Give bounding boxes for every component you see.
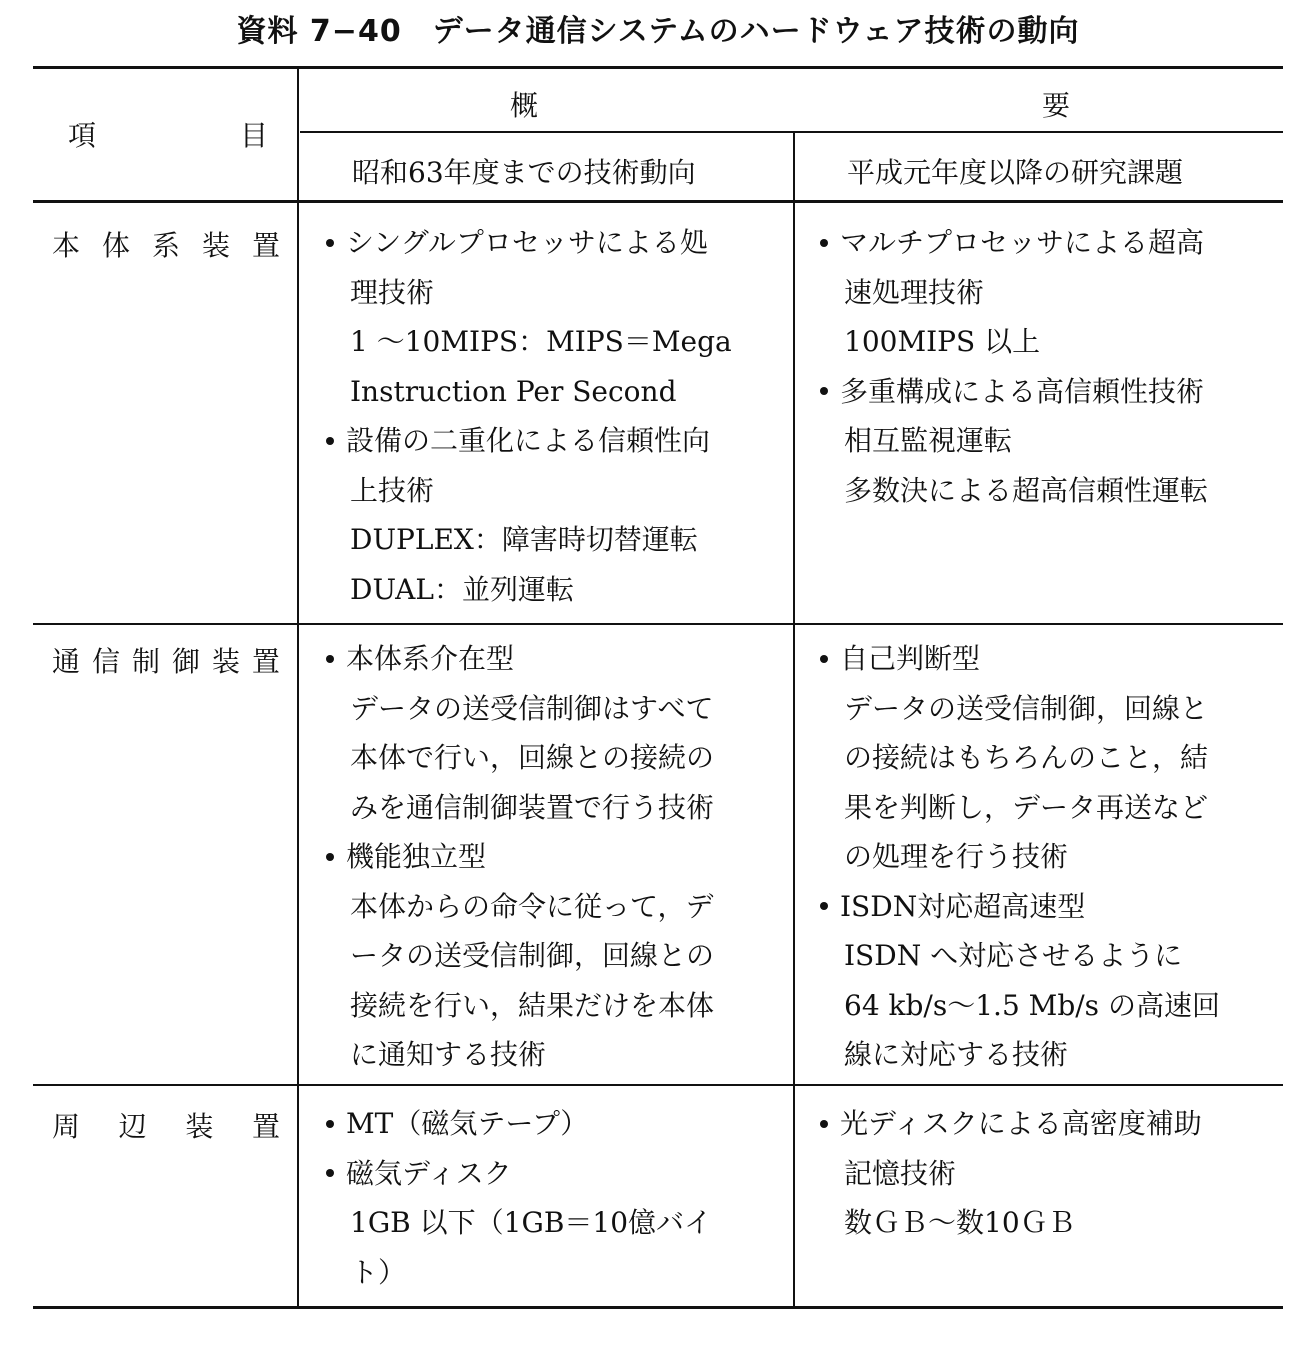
row-label-char: 装 (201, 229, 230, 262)
row-comm-control-right-cell (820, 634, 1220, 1080)
bullet-icon (820, 1120, 828, 1128)
line-text: マルチプロセッサによる超高 (840, 226, 1205, 259)
line-text: 本体系介在型 (346, 642, 515, 675)
row-main-unit-left-cell (326, 218, 732, 614)
text-line (326, 931, 714, 981)
line-text: データの送受信制御，回線と (844, 691, 1209, 725)
text-line (326, 981, 714, 1031)
text-line (326, 1030, 714, 1080)
column-divider-middle (793, 131, 795, 1308)
row-label-char: 置 (251, 645, 280, 678)
line-text: 接続を行い，結果だけを本体 (350, 988, 715, 1022)
bullet-icon (326, 437, 334, 445)
line-text: 多数決による超高信頼性運転 (844, 473, 1209, 507)
bullet-icon (820, 387, 828, 395)
line-text: 1 〜10MIPS：MIPS＝Mega (350, 325, 732, 358)
table-bottom-rule (33, 1306, 1283, 1309)
text-line (820, 733, 1220, 783)
bullet-item (820, 218, 1208, 268)
bullet-icon (820, 239, 828, 247)
row-peripheral-left-cell (326, 1099, 712, 1297)
line-text: 磁気ディスク (346, 1156, 512, 1190)
row-main-unit-right-cell (820, 218, 1208, 515)
text-line (820, 466, 1208, 516)
line-text: 果を判断し，データ再送など (844, 790, 1209, 824)
bullet-icon (326, 655, 334, 663)
bullet-icon (326, 1169, 334, 1177)
line-text: Instruction Per Second (350, 374, 677, 408)
text-line (820, 1030, 1220, 1080)
row-label-char: 装 (211, 645, 240, 678)
text-line (820, 1198, 1202, 1248)
bullet-icon (820, 902, 828, 910)
text-line (820, 931, 1220, 981)
bullet-item (820, 367, 1208, 417)
bullet-item (820, 1099, 1202, 1149)
text-line (820, 981, 1220, 1031)
text-line (326, 783, 714, 833)
line-text: 本体で行い，回線との接続の (350, 741, 715, 774)
text-line (326, 268, 732, 318)
text-line (820, 684, 1220, 734)
text-line (326, 515, 732, 565)
row-label-char: 信 (91, 645, 120, 678)
line-text: 線に対応する技術 (844, 1038, 1069, 1071)
line-text: 64 kb/s〜1.5 Mb/s の高速回 (844, 988, 1220, 1022)
bullet-icon (326, 853, 334, 861)
row-label-char: 置 (251, 229, 280, 262)
bullet-item (326, 1149, 712, 1199)
column-divider-label (297, 66, 299, 1308)
bullet-item (326, 634, 714, 684)
row-label-comm-control (52, 640, 280, 680)
header-sub-rule (300, 131, 1283, 133)
text-line (326, 684, 714, 734)
text-line (820, 317, 1208, 367)
line-text: 1GB 以下（1GB＝10億バイ (350, 1206, 713, 1239)
row-label-char: 置 (251, 1110, 280, 1143)
row-label-main-unit (52, 224, 280, 264)
line-text: 本体からの命令に従って，デ (350, 889, 714, 923)
line-text: 100MIPS 以上 (844, 325, 1041, 358)
text-line (326, 367, 732, 417)
bullet-item (326, 1099, 712, 1149)
document-title: 資料 7−40 データ通信システムのハードウェア技術の動向 (236, 14, 1080, 49)
header-bottom-rule (33, 200, 1283, 203)
header-item-label: 項 目 (68, 119, 268, 152)
line-text: シングルプロセッサによる処 (346, 226, 708, 259)
line-text: MT（磁気テープ） (346, 1107, 589, 1140)
bullet-icon (326, 239, 334, 247)
bullet-item (820, 634, 1220, 684)
line-text: 光ディスクによる高密度補助 (840, 1107, 1202, 1140)
row-label-peripheral (52, 1105, 280, 1145)
line-text: みを通信制御装置で行う技術 (350, 790, 715, 824)
header-col-right: 平成元年度以降の研究課題 (847, 156, 1184, 189)
header-overview-label: 概 要 (510, 89, 1070, 122)
line-text: ト） (350, 1255, 407, 1289)
row-label-char: 辺 (118, 1110, 147, 1143)
line-text: 自己判断型 (840, 642, 981, 675)
text-line (820, 268, 1208, 318)
bullet-item (820, 882, 1220, 932)
line-text: 機能独立型 (346, 840, 487, 873)
row-label-char: 制 (131, 645, 160, 678)
line-text: DUAL：並列運転 (350, 572, 575, 606)
row-divider-1 (33, 623, 1283, 625)
row-peripheral-right-cell (820, 1099, 1202, 1248)
row-divider-2 (33, 1084, 1283, 1086)
line-text: ータの送受信制御，回線との (350, 939, 715, 972)
row-label-char: 本 (52, 229, 81, 262)
line-text: 記憶技術 (844, 1156, 957, 1190)
row-label-char: 装 (185, 1110, 214, 1143)
row-label-char: 系 (151, 229, 180, 262)
bullet-icon (326, 1120, 334, 1128)
line-text: 数ＧＢ〜数10ＧＢ (844, 1206, 1076, 1239)
text-line (326, 882, 714, 932)
line-text: 相互監視運転 (844, 424, 1013, 457)
line-text: DUPLEX：障害時切替運転 (350, 523, 698, 556)
line-text: の接続はもちろんのこと，結 (844, 741, 1209, 774)
text-line (820, 783, 1220, 833)
line-text: 多重構成による高信頼性技術 (840, 374, 1205, 408)
text-line (820, 832, 1220, 882)
text-line (820, 1149, 1202, 1199)
text-line (820, 416, 1208, 466)
text-line (326, 1248, 712, 1298)
text-line (326, 1198, 712, 1248)
line-text: の処理を行う技術 (844, 840, 1069, 873)
row-label-char: 体 (101, 229, 130, 262)
bullet-item (326, 832, 714, 882)
bullet-item (326, 218, 732, 268)
bullet-item (326, 416, 732, 466)
line-text: データの送受信制御はすべて (350, 691, 714, 725)
row-label-char: 御 (171, 645, 200, 678)
line-text: 設備の二重化による信頼性向 (346, 424, 711, 457)
bullet-icon (820, 655, 828, 663)
row-label-char: 通 (52, 645, 81, 678)
table-top-rule (33, 66, 1283, 69)
text-line (326, 466, 732, 516)
line-text: 上技術 (350, 473, 435, 507)
row-label-char: 周 (52, 1110, 81, 1143)
line-text: ISDN へ対応させるように (844, 939, 1183, 972)
line-text: 理技術 (350, 275, 435, 309)
line-text: に通知する技術 (350, 1038, 547, 1071)
text-line (326, 733, 714, 783)
text-line (326, 565, 732, 615)
line-text: 速処理技術 (844, 275, 985, 309)
header-col-left: 昭和63年度までの技術動向 (352, 156, 696, 189)
row-comm-control-left-cell (326, 634, 714, 1080)
line-text: ISDN対応超高速型 (840, 889, 1086, 923)
text-line (326, 317, 732, 367)
